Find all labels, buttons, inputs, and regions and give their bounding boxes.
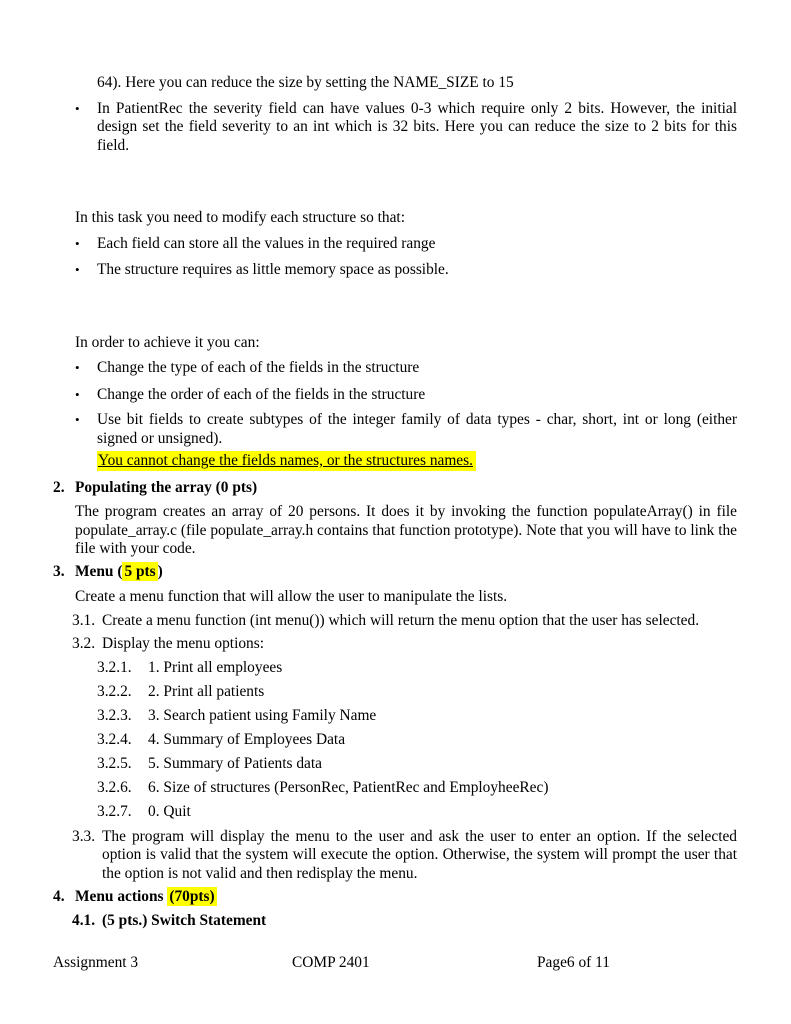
menu-option-text: 1. Print all employees: [148, 659, 283, 676]
menu-option-text: 3. Search patient using Family Name: [148, 707, 377, 724]
menu-option-text: 0. Quit: [148, 803, 191, 820]
subsection-3-3: [72, 828, 737, 884]
warning-highlight: You cannot change the fields names, or the structures names.: [97, 451, 476, 471]
section-title: Populating the array (0 pts): [75, 478, 258, 496]
bullet-item-achieve-2: [53, 386, 737, 405]
subsection-number: 3.1.: [72, 611, 96, 629]
menu-option-row: [97, 755, 737, 774]
section-2-body: The program creates an array of 20 persons. It does it by invoking the function populateArray() in file populate_array.c (file populate_array.h contains that function prototype). Note that you will have to link the file with your code.: [75, 503, 737, 557]
menu-option-text: 5. Summary of Patients data: [148, 755, 322, 772]
subsection-number: 4.1.: [72, 911, 96, 929]
warning-line: [97, 452, 737, 471]
page-footer: [53, 954, 737, 973]
menu-option-text: 2. Print all patients: [148, 683, 265, 700]
menu-option-text: 4. Summary of Employees Data: [148, 731, 346, 748]
section-number: 2.: [53, 478, 65, 496]
namesize-continuation-line: 64). Here you can reduce the size by setting the NAME_SIZE to 15: [97, 74, 514, 91]
section-number: 4.: [53, 888, 65, 905]
points-highlight: 5 pts: [124, 562, 156, 580]
subsection-number: 3.3.: [72, 827, 96, 845]
bullet-text: Use bit fields to create subtypes of the integer family of data types - char, short, int or long (either signed or unsigned).: [97, 411, 737, 447]
subsection-4-1: [72, 912, 737, 931]
menu-option-row: [97, 731, 737, 750]
subsection-text: (5 pts.) Switch Statement: [102, 911, 267, 929]
section-title-pre: Menu actions: [75, 888, 168, 905]
subsection-text: Display the menu options:: [102, 635, 265, 652]
bullet-icon: •: [75, 262, 80, 277]
section-title: [75, 563, 737, 582]
achieve-intro: In order to achieve it you can:: [75, 333, 260, 351]
menu-option-row: [97, 803, 737, 822]
subsection-text: Create a menu function (int menu()) which will return the menu option that the user has selected.: [102, 611, 700, 629]
bullet-icon: •: [75, 412, 80, 427]
menu-option-number: 3.2.7.: [97, 803, 132, 820]
menu-option-number: 3.2.1.: [97, 659, 132, 676]
bullet-icon: •: [75, 386, 80, 402]
bullet-item-achieve-3: [53, 411, 737, 448]
bullet-item-task-2: [53, 261, 737, 280]
section-title-post: ): [157, 562, 163, 580]
bullet-text: The structure requires as little memory space as possible.: [97, 261, 449, 278]
section-3-body: Create a menu function that will allow the user to manipulate the lists.: [75, 588, 508, 605]
bullet-item-task-1: [53, 235, 737, 254]
subsection-text: The program will display the menu to the user and ask the user to enter an option. If the selected option is valid that the system will execute the option. Otherwise, the system will prompt the user that the option is not valid and then redisplay the menu.: [102, 827, 737, 882]
menu-option-row: [97, 707, 737, 726]
footer-page-number: Page6 of 11: [537, 954, 610, 971]
footer-course: COMP 2401: [292, 954, 370, 971]
section-4-heading: [53, 888, 737, 907]
menu-option-text: 6. Size of structures (PersonRec, PatientRec and EmployheeRec): [148, 779, 549, 796]
section-2-heading: [53, 479, 737, 498]
bullet-item-patientrec: [53, 100, 737, 156]
bullet-text: Each field can store all the values in the required range: [97, 234, 436, 252]
menu-option-number: 3.2.3.: [97, 707, 132, 724]
bullet-icon: •: [75, 235, 80, 251]
footer-assignment: Assignment 3: [53, 954, 139, 971]
task-intro: In this task you need to modify each structure so that:: [75, 209, 405, 226]
menu-option-number: 3.2.5.: [97, 755, 132, 772]
subsection-3-1: [72, 612, 737, 631]
points-highlight: (70pts): [169, 888, 215, 905]
bullet-text: Change the type of each of the fields in the structure: [97, 359, 420, 376]
menu-option-row: [97, 779, 737, 798]
bullet-item-achieve-1: [53, 359, 737, 378]
menu-option-number: 3.2.4.: [97, 731, 132, 748]
menu-option-number: 3.2.2.: [97, 683, 132, 700]
page-content: [53, 74, 737, 930]
bullet-icon: •: [75, 360, 80, 375]
menu-option-row: [97, 683, 737, 702]
menu-option-number: 3.2.6.: [97, 779, 132, 796]
section-title: [75, 888, 737, 907]
section-3-heading: [53, 563, 737, 582]
subsection-number: 3.2.: [72, 635, 96, 652]
bullet-text: Change the order of each of the fields in the structure: [97, 385, 426, 403]
bullet-text: In PatientRec the severity field can have values 0-3 which require only 2 bits. However, the initial design set the field severity to an int which is 32 bits. Here you can reduce the size to 2 bits for this field.: [97, 99, 737, 154]
subsection-3-2: [72, 635, 737, 654]
section-title-pre: Menu (: [75, 562, 123, 580]
menu-option-row: [97, 659, 737, 678]
section-number: 3.: [53, 562, 65, 580]
bullet-icon: •: [75, 100, 80, 116]
